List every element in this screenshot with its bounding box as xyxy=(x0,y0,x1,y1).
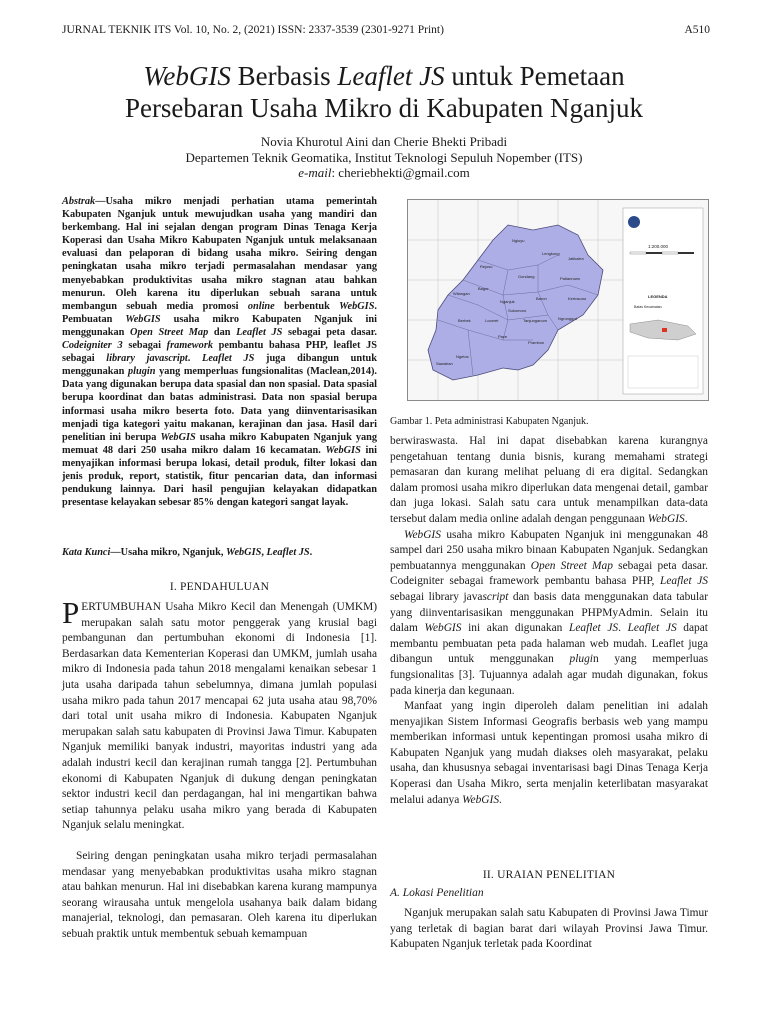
paragraph-text: sebagai library java xyxy=(390,590,483,603)
district-label: Tanjunganom xyxy=(523,318,548,323)
italic-term: WebGIS xyxy=(424,622,462,635)
district-label: Sawahan xyxy=(436,361,453,366)
paragraph: Seiring dengan peningkatan usaha mikro terjadi permasalahan mendasar yang menyebabkan produktivitas usaha mikro stagnan atau bahkan menurun. Hal ini disebabkan karena kurang mampunya seorang wirausaha untuk mengelola usahanya baik dalam bidang manajerial, teknologi, dan pemasaran. Oleh karena itu diperlukan sebuah praktik untuk membentuk sebuah kemampuan xyxy=(62,849,377,940)
paragraph xyxy=(390,528,708,700)
abstract-italic: Leaflet JS xyxy=(236,326,283,338)
keywords xyxy=(62,546,377,559)
email-address[interactable]: : cheriebhekti@gmail.com xyxy=(331,165,470,180)
paragraph-text: berwiraswasta. Hal ini dapat disebabkan karena kurangnya pengetahuan tentang dunia bisnis, kurang memahami strategi pemasaran dan kurang melihat peluang di era digital. Sedangkan dalam promosi usaha mikro diperlukan data mengenai detail, gambar dan juga lokasi. Salah satu cara untuk menampilkan data-data tersebut dalam media online adalah dengan penggunaan xyxy=(390,435,708,525)
paragraph-text: sebagai peta dasar. Codeigniter sebagai framework pembantu bahasa PHP, xyxy=(390,559,708,588)
district-label: Patianrowo xyxy=(560,276,581,281)
inset-highlight xyxy=(662,328,667,332)
district-label: Nganjuk xyxy=(500,299,515,304)
abstract-text: sebagai peta dasar. xyxy=(282,326,377,338)
legend-entry: Batas Kecamatan xyxy=(634,305,662,309)
district-label: Ngluyu xyxy=(512,238,525,243)
italic-term: Leaflet JS xyxy=(659,575,708,588)
paragraph xyxy=(390,434,708,528)
scale-bar-segment xyxy=(630,252,646,254)
abstract-text: yang memperluas fungsionalitas (Maclean,2014). Data yang digunakan berupa data spasial dan non spasial. Data spasial berupa koordinat dan batas administrasi. Data non spasial berupa informasi usaha mikro beserta foto. Data yang diinventarisasikan menjadi tiga kategori yaitu makanan, kerajinan dan jasa. Hasil dari penelitian ini berupa xyxy=(62,366,377,443)
abstract-text: usaha mikro Kabupaten Nganjuk yang memuat 48 dari 250 usaha mikro dalam 16 kecamatan. xyxy=(62,431,377,456)
right-column xyxy=(390,434,708,808)
map-illustration xyxy=(408,200,708,400)
paragraph-text: dapat membantu pembuatan peta pada halaman web mudah. Leaflet juga dibangun untuk menggunakan xyxy=(390,622,708,666)
keywords-text: . xyxy=(309,547,313,558)
figure-map xyxy=(407,199,709,401)
paragraph-text: Manfaat yang ingin diperoleh dalam penelitian ini adalah menyajikan Sistem Informasi Geografis berbasis web yang mampu memberikan informasi untuk kepentingan promosi usaha mikro di Kabupaten Nganjuk yang mudah diakses oleh masyarakat, pelaku usaha, dan khususnya sebagai inventarisasi bagi Dinas Tenaga Kerja Koperasi dan Usaha Mikro, serta menjalin keterlibatan masyarakat melalui adanya xyxy=(390,700,708,806)
abstract-text: —Usaha mikro menjadi perhatian utama pemerintah Kabupaten Nganjuk untuk mewujudkan usaha yang mandiri dan berkembang. Hal ini sejalan dengan program Dinas Tenaga Kerja Koperasi dan Usaha Mikro Kabupaten Nganjuk untuk melaksanaan evaluasi dan pelaporan di bidang usaha mikro. Seiring dengan peningkatan usaha mikro terjadi permasalahan mendasar yang menyebabkan produktivitas usaha mikro stagnan atau bahkan menurun. Oleh karena itu diperlukan sebuah sarana untuk membangun sebuah media promosi xyxy=(62,196,377,312)
abstract-italic: WebGIS xyxy=(160,431,196,443)
district-label: Bagor xyxy=(478,286,489,291)
keywords-text: —Usaha mikro, Nganjuk, xyxy=(110,547,227,558)
map-side-panel xyxy=(623,208,703,394)
abstract-text: usaha mikro Kabupaten Nganjuk ini menggunakan xyxy=(62,313,378,338)
abstract-italic: plugin xyxy=(127,366,156,378)
district-label: Rejoso xyxy=(480,264,493,269)
abstract-text: . Pembuatan xyxy=(62,300,377,325)
abstract-italic: online xyxy=(247,300,275,312)
keywords-text: , xyxy=(261,547,267,558)
nganjuk-boundary xyxy=(428,225,603,380)
title-text: Berbasis xyxy=(230,61,338,91)
keyword-italic: WebGIS xyxy=(226,547,262,558)
abstract-italic: framework xyxy=(166,340,213,352)
legend-title: LEGENDA xyxy=(648,294,668,299)
figure-caption: Gambar 1. Peta administrasi Kabupaten Nganjuk. xyxy=(390,416,589,427)
italic-term: WebGIS xyxy=(462,793,500,806)
section1-body xyxy=(62,595,377,942)
abstract-italic: library javascript xyxy=(106,353,188,365)
district-label: Kertosono xyxy=(568,296,587,301)
italic-term: WebGIS xyxy=(404,528,441,541)
italic-term: WebGIS xyxy=(647,512,685,525)
drop-cap: P xyxy=(62,595,80,630)
paragraph-text: . xyxy=(499,793,502,806)
author-block xyxy=(0,134,768,181)
title-line-2: Persebaran Usaha Mikro di Kabupaten Nganjuk xyxy=(124,93,644,123)
abstract-text: juga dibangun untuk menggunakan xyxy=(62,353,377,378)
title-text: untuk Pemetaan xyxy=(444,61,625,91)
map-scale: 1:200.000 xyxy=(648,244,669,249)
paragraph-text: . xyxy=(618,622,628,635)
abstract-italic: Leaflet JS xyxy=(202,353,255,365)
author-names: Novia Khurotul Aini dan Cherie Bhekti Pribadi xyxy=(260,134,508,149)
abstract-label: Abstrak xyxy=(62,196,96,207)
italic-term: Leaflet JS xyxy=(627,622,677,635)
abstract-italic: Codeigniter 3 xyxy=(62,340,123,352)
italic-term: Open Street Map xyxy=(530,559,613,572)
section-heading-pendahuluan: I. PENDAHULUAN xyxy=(169,581,270,593)
district-label: Baron xyxy=(536,296,547,301)
paper-title xyxy=(0,60,768,124)
keyword-italic: Leaflet JS xyxy=(266,547,310,558)
abstract-text: ini menyajikan informasi berupa lokasi, detail produk, filter lokasi dan jenis produk, report, statistik, fitur pencarian data, dan informasi pendukung lainnya. Dari hasil pengujian kelayakan didapatkan presentase kelayakan sebesar 85% dengan kategori sangat layak. xyxy=(62,444,377,509)
paragraph xyxy=(390,699,708,808)
italic-term: script xyxy=(482,590,509,603)
district-label: Berbek xyxy=(458,318,471,323)
paragraph: Nganjuk merupakan salah satu Kabupaten di Provinsi Jawa Timur yang terletak di bagian barat dari wilayah Provinsi Jawa Timur. Kabupaten Nganjuk terletak pada Koordinat xyxy=(390,907,708,951)
district-label: Loceret xyxy=(485,318,499,323)
district-label: Jatikalen xyxy=(568,256,584,261)
title-italic-webgis: WebGIS xyxy=(143,61,231,91)
journal-info: JURNAL TEKNIK ITS Vol. 10, No. 2, (2021) ISSN: 2337-3539 (2301-9271 Print) xyxy=(62,24,444,36)
paragraph-text: n yang memperluas fungsionalitas [3]. Tujuannya adalah agar mudah digunakan, fokus pada kinerja dan kegunaan. xyxy=(390,653,709,697)
abstract-text: dan xyxy=(208,326,237,338)
section-heading-uraian: II. URAIAN PENELITIAN xyxy=(482,869,616,881)
author-affiliation: Departemen Teknik Geomatika, Institut Teknologi Sepuluh Nopember (ITS) xyxy=(185,149,583,165)
email-label: e-mail xyxy=(298,165,332,180)
title-italic-leaflet: Leaflet JS xyxy=(337,61,445,91)
intro-paragraph xyxy=(62,595,377,834)
abstract-text: pembantu bahasa PHP, leaflet JS sebagai xyxy=(62,340,377,365)
subsection-heading: A. Lokasi Penelitian xyxy=(390,887,484,899)
district-label: Pace xyxy=(498,334,508,339)
paragraph-text: ERTUMBUHAN Usaha Mikro Kecil dan Menengah (UMKM) merupakan salah satu motor penggerak yang krusial bagi pembangunan dan pertumbuhan ekonomi di Indonesia [1]. Berdasarkan data Kementerian Koperasi dan UMKM, jumlah usaha mikro di Indonesia pada tahun 2018 mengalami kenaikan sebesar 1 juta usaha daripada tahun sebelumnya, dimana jumlah populasi usaha mikro pada tahun 2017 mencapai 62 juta usaha atau 98,70% dari total unit usaha mikro di Indonesia. Kabupaten Nganjuk merupakan salah satu kabupaten di Provinsi Jawa Timur. Kabupaten Nganjuk memiliki banyak industri, mayoritas industri yang ada adalah industri kecil dan kerajinan rumah tangga [2]. Pertumbuhan ekonomi di Kabupaten Nganjuk di dukung dengan peningkatan sektor industri kecil dan perdagangan, hal ini mengartikan bahwa setiap tahunnya pelaku usaha mikro yang berada di Kabupaten Nganjuk selalu meningkat. xyxy=(62,601,377,832)
right-column-bottom xyxy=(390,906,708,953)
paragraph-text: ini akan digunakan xyxy=(461,622,570,635)
abstract-italic: WebGIS xyxy=(325,444,361,456)
paragraph-text: . xyxy=(684,512,688,525)
paragraph-text: usaha mikro Kabupaten Nganjuk ini menggunakan 48 sampel dari 250 usaha mikro binaan Kabupaten Nganjuk. Sedangkan pembuatannya menggunakan xyxy=(390,528,708,572)
district-label: Ngronggot xyxy=(558,316,577,321)
page-number: A510 xyxy=(684,24,710,36)
abstract-text: sebagai xyxy=(122,340,167,352)
district-label: Lengkong xyxy=(542,251,560,256)
district-label: Sukomoro xyxy=(508,308,527,313)
scale-bar-segment xyxy=(662,252,678,254)
district-label: Ngetos xyxy=(456,354,469,359)
keywords-label: Kata Kunci xyxy=(62,547,111,558)
abstract-text: berbentuk xyxy=(274,300,340,312)
italic-term: Leaflet JS xyxy=(569,622,619,635)
paragraph-text: dan basis data menggunakan data tabular yang diinventarisasikan menggunakan PHPMyAdmin. Selain itu dalam xyxy=(390,590,709,635)
district-label: Wilangan xyxy=(453,291,470,296)
abstract-italic: WebGIS xyxy=(125,313,161,325)
abstract-italic: WebGIS xyxy=(339,300,375,312)
district-label: Gondang xyxy=(518,274,535,279)
district-label: Prambon xyxy=(528,340,545,345)
author-email xyxy=(0,165,768,181)
abstract xyxy=(62,195,377,509)
abstract-italic: Open Street Map xyxy=(130,326,209,338)
abstract-text: . xyxy=(187,353,203,365)
its-logo-icon xyxy=(628,216,640,228)
italic-term: plugi xyxy=(569,653,593,666)
running-header xyxy=(62,24,710,40)
